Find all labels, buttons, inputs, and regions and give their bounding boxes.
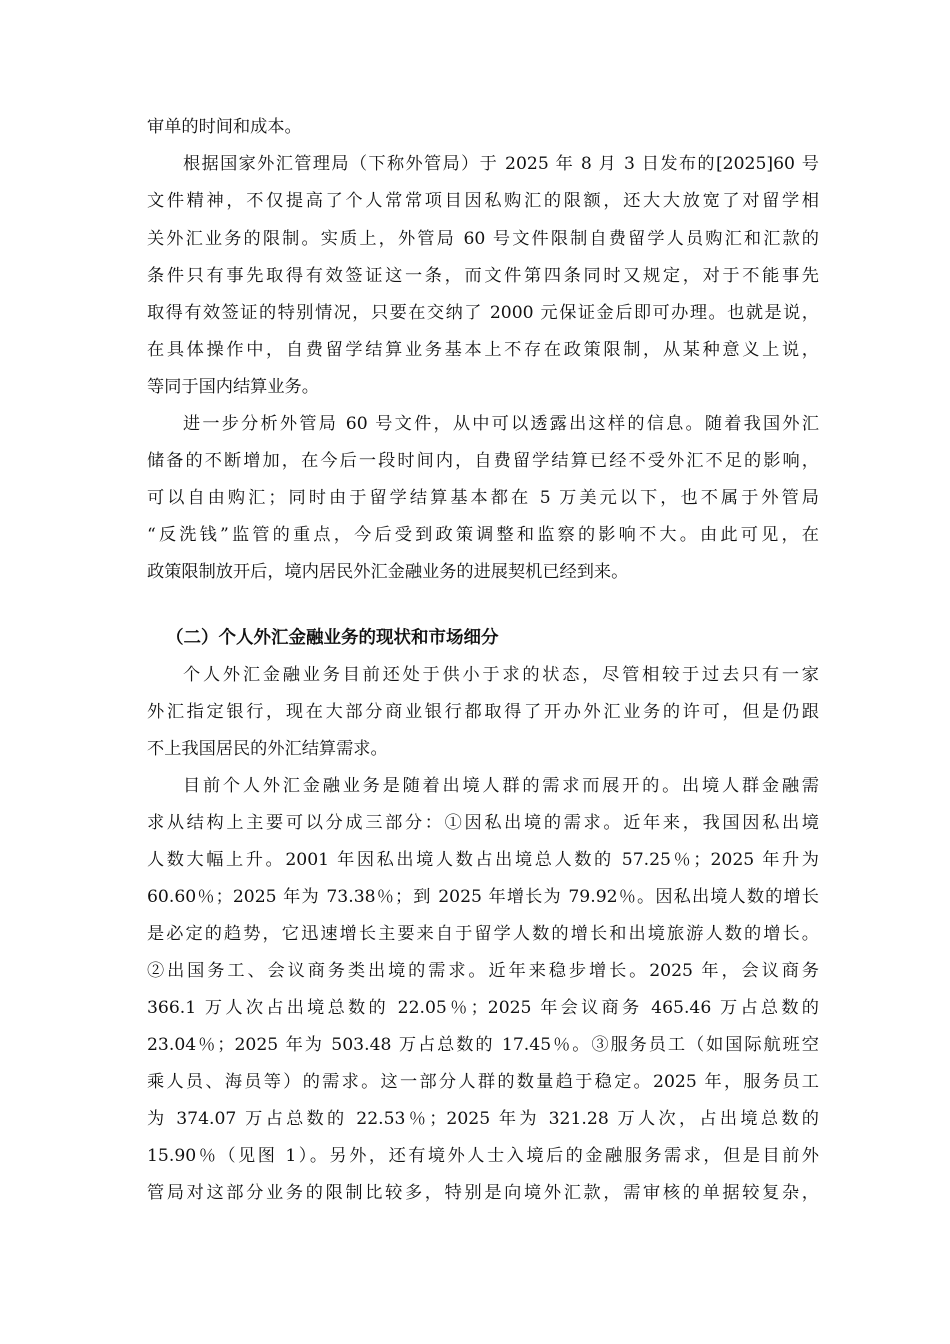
text-line: 进一步分析外管局 60 号文件，从中可以透露出这样的信息。随着我国外汇 xyxy=(183,414,819,434)
text-line: 文件精神，不仅提高了个人常常项目因私购汇的限额，还大大放宽了对留学相 xyxy=(147,191,819,211)
text-line: 为 374.07 万占总数的 22.53％；2025 年为 321.28 万人次，占出境总数的 xyxy=(147,1109,819,1129)
text-line: 政策限制放开后，境内居民外汇金融业务的进展契机已经到来。 xyxy=(147,562,629,582)
text-line: 审单的时间和成本。 xyxy=(147,117,302,137)
text-line: ②出国务工、会议商务类出境的需求。近年来稳步增长。2025 年，会议商务 xyxy=(147,961,819,981)
text-line: 根据国家外汇管理局（下称外管局）于 2025 年 8 月 3 日发布的[2025]60 号 xyxy=(183,154,819,174)
text-line: 15.90％（见图 1）。另外，还有境外人士入境后的金融服务需求，但是目前外 xyxy=(147,1146,819,1166)
text-line: 等同于国内结算业务。 xyxy=(147,377,319,397)
text-line: 60.60％；2025 年为 73.38％；到 2025 年增长为 79.92％。因私出境人数的增长 xyxy=(147,887,819,907)
text-line: 乘人员、海员等）的需求。这一部分人群的数量趋于稳定。2025 年，服务员工 xyxy=(147,1072,819,1092)
text-line: 是必定的趋势，它迅速增长主要来自于留学人数的增长和出境旅游人数的增长。 xyxy=(147,924,819,944)
section-heading: （二）个人外汇金融业务的现状和市场细分 xyxy=(166,628,499,648)
text-line: 外汇指定银行，现在大部分商业银行都取得了开办外汇业务的许可，但是仍跟 xyxy=(147,702,819,722)
text-line: 23.04％；2025 年为 503.48 万占总数的 17.45％。③服务员工（如国际航班空 xyxy=(147,1035,819,1055)
text-line: 取得有效签证的特别情况，只要在交纳了 2000 元保证金后即可办理。也就是说， xyxy=(147,303,819,323)
text-line: 管局对这部分业务的限制比较多，特别是向境外汇款，需审核的单据较复杂， xyxy=(147,1183,819,1203)
text-line: 在具体操作中，自费留学结算业务基本上不存在政策限制，从某种意义上说， xyxy=(147,340,819,360)
text-line: “反洗钱”监管的重点，今后受到政策调整和监察的影响不大。由此可见，在 xyxy=(147,525,819,545)
text-line: 可以自由购汇；同时由于留学结算基本都在 5 万美元以下，也不属于外管局 xyxy=(147,488,819,508)
text-line: 求从结构上主要可以分成三部分：①因私出境的需求。近年来，我国因私出境 xyxy=(147,813,819,833)
text-line: 人数大幅上升。2001 年因私出境人数占出境总人数的 57.25％；2025 年升为 xyxy=(147,850,819,870)
text-line: 不上我国居民的外汇结算需求。 xyxy=(147,739,388,759)
text-line: 条件只有事先取得有效签证这一条，而文件第四条同时又规定，对于不能事先 xyxy=(147,266,819,286)
text-line: 目前个人外汇金融业务是随着出境人群的需求而展开的。出境人群金融需 xyxy=(183,776,819,796)
text-line: 储备的不断增加，在今后一段时间内，自费留学结算已经不受外汇不足的影响， xyxy=(147,451,819,471)
text-line: 个人外汇金融业务目前还处于供小于求的状态，尽管相较于过去只有一家 xyxy=(183,665,819,685)
text-line: 关外汇业务的限制。实质上，外管局 60 号文件限制自费留学人员购汇和汇款的 xyxy=(147,229,819,249)
text-line: 366.1 万人次占出境总数的 22.05％；2025 年会议商务 465.46 万占总数的 xyxy=(147,998,819,1018)
